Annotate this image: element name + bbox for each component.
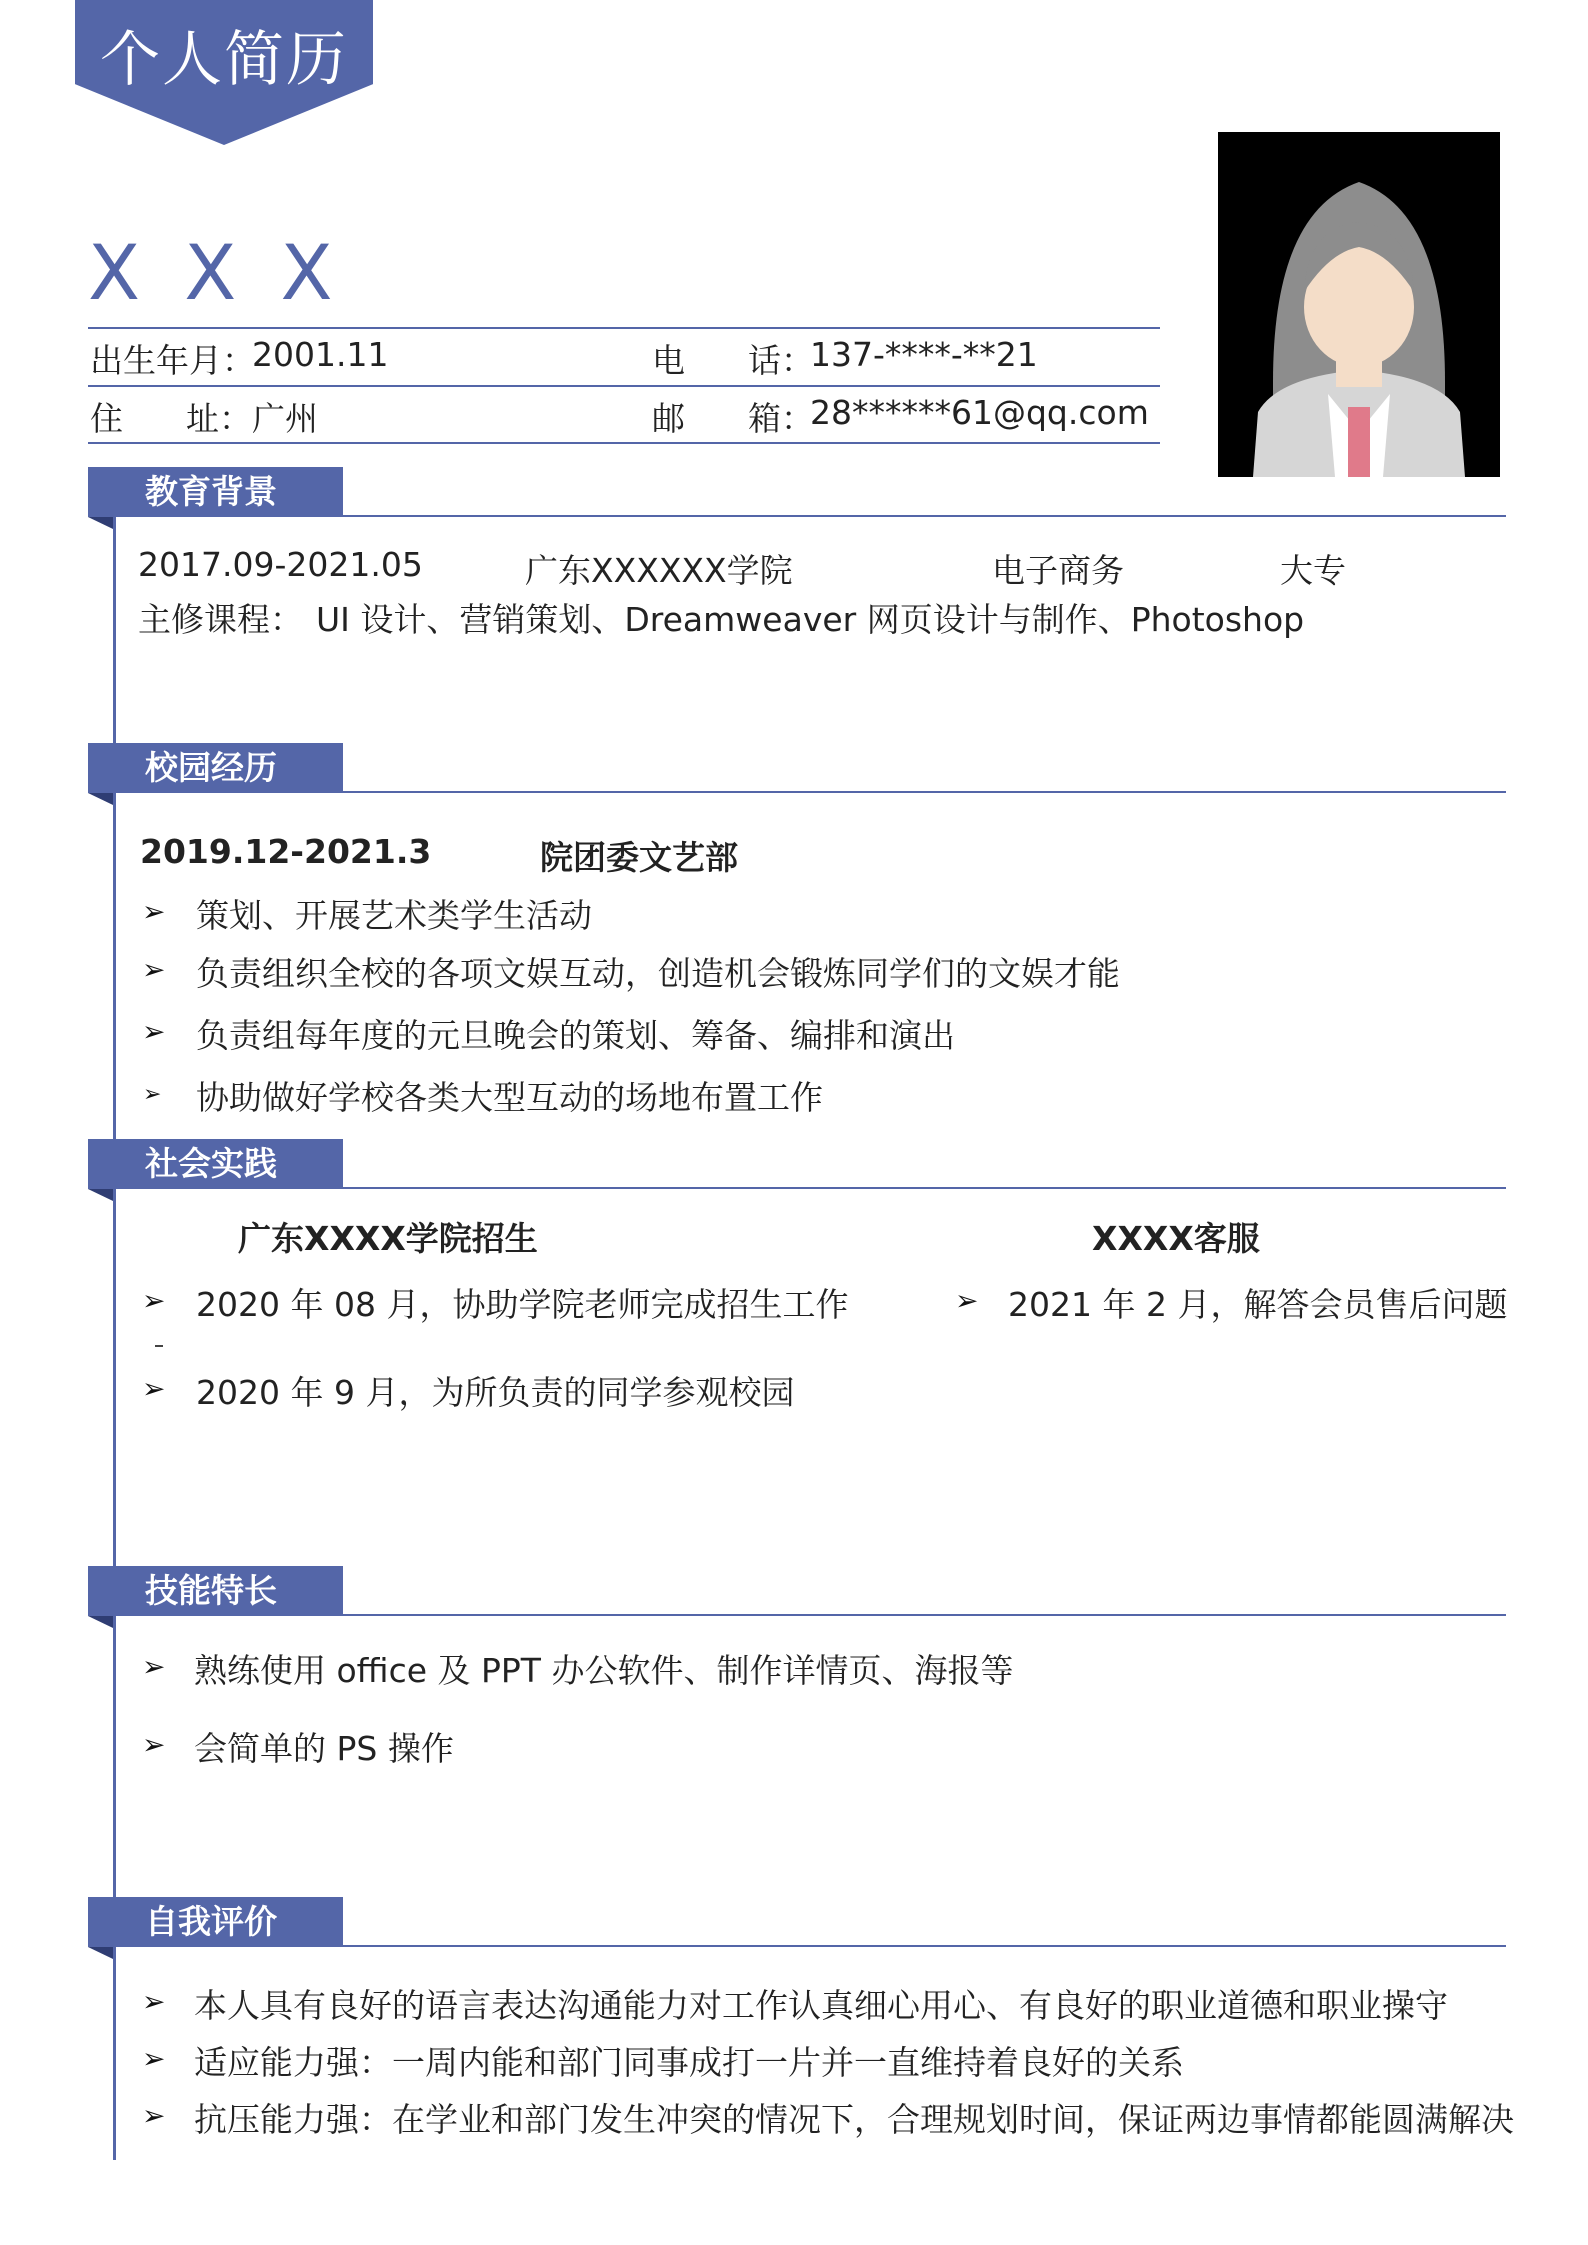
self-eval-item: 本人具有良好的语言表达沟通能力对工作认真细心用心、有良好的职业道德和职业操守 <box>194 1986 1448 2025</box>
bullet-icon: ➢ <box>142 2042 166 2075</box>
bullet-icon: ➢ <box>142 1015 166 1048</box>
section-line-practice <box>88 1187 1506 1189</box>
section-title-education: 教育背景 <box>88 467 343 517</box>
bullet-icon: ➢ <box>142 953 166 986</box>
bullet-icon: ➢ <box>142 1372 166 1405</box>
info-divider-top <box>88 327 1160 329</box>
campus-period: 2019.12-2021.3 <box>140 832 432 871</box>
section-title-campus: 校园经历 <box>88 743 343 793</box>
courses-label: 主修课程： <box>138 600 303 639</box>
section-notch-campus <box>88 793 113 805</box>
section-line-self-eval <box>88 1945 1506 1947</box>
skill-item: 熟练使用 office 及 PPT 办公软件、制作详情页、海报等 <box>194 1651 1014 1690</box>
section-line-skills <box>88 1614 1506 1616</box>
address-label: 住 址： <box>90 399 252 438</box>
address-value: 广州 <box>252 399 318 438</box>
skill-item: 会简单的 PS 操作 <box>194 1729 454 1768</box>
stray-dash <box>155 1345 163 1347</box>
campus-item: 负责组每年度的元旦晚会的策划、筹备、编排和演出 <box>196 1016 955 1055</box>
practice-right-heading: XXXX客服 <box>1092 1219 1260 1258</box>
section-notch-self-eval <box>88 1947 113 1959</box>
profile-photo <box>1218 132 1500 477</box>
section-notch-education <box>88 517 113 529</box>
person-name: X X X <box>88 228 343 317</box>
section-notch-practice <box>88 1189 113 1201</box>
section-title-skills: 技能特长 <box>88 1566 343 1616</box>
campus-item: 负责组织全校的各项文娱互动，创造机会锻炼同学们的文娱才能 <box>196 954 1120 993</box>
education-school: 广东XXXXXX学院 <box>525 551 793 590</box>
self-eval-item: 抗压能力强：在学业和部门发生冲突的情况下，合理规划时间，保证两边事情都能圆满解决 <box>194 2100 1514 2139</box>
info-divider-bottom <box>88 442 1160 444</box>
birth-label: 出生年月： <box>90 341 255 380</box>
bullet-icon: ➢ <box>142 1728 166 1761</box>
bullet-icon: ➢ <box>955 1284 979 1317</box>
phone-label: 电 话： <box>652 341 814 380</box>
section-notch-skills <box>88 1616 113 1628</box>
bullet-icon: ➢ <box>142 895 166 928</box>
campus-item: 协助做好学校各类大型互动的场地布置工作 <box>196 1078 823 1117</box>
section-line-campus <box>88 791 1506 793</box>
practice-right-item: 2021 年 2 月，解答会员售后问题 <box>1008 1285 1508 1324</box>
info-divider-middle <box>88 385 1160 387</box>
email-label: 邮 箱： <box>652 399 814 438</box>
self-eval-item: 适应能力强：一周内能和部门同事成打一片并一直维持着良好的关系 <box>194 2043 1184 2082</box>
phone-value: 137-****-**21 <box>810 335 1038 374</box>
section-title-practice: 社会实践 <box>88 1139 343 1189</box>
bullet-icon: ➢ <box>143 1082 162 1107</box>
section-line-education <box>88 515 1506 517</box>
practice-left-heading: 广东XXXX学院招生 <box>238 1219 538 1258</box>
education-degree: 大专 <box>1280 551 1346 590</box>
birth-value: 2001.11 <box>252 335 389 374</box>
bullet-icon: ➢ <box>142 2099 166 2132</box>
bullet-icon: ➢ <box>142 1650 166 1683</box>
education-period: 2017.09-2021.05 <box>138 545 423 584</box>
section-title-self-eval: 自我评价 <box>88 1897 343 1947</box>
campus-org: 院团委文艺部 <box>540 838 738 877</box>
practice-left-item: 2020 年 08 月，协助学院老师完成招生工作 <box>196 1285 849 1324</box>
courses-list: UI 设计、营销策划、Dreamweaver 网页设计与制作、Photoshop <box>316 600 1305 639</box>
email-value: 28******61@qq.com <box>810 393 1149 432</box>
avatar-icon <box>1218 132 1500 477</box>
education-major: 电子商务 <box>992 551 1124 590</box>
bullet-icon: ➢ <box>142 1284 166 1317</box>
campus-item: 策划、开展艺术类学生活动 <box>196 896 592 935</box>
resume-title: 个人简历 <box>100 25 348 95</box>
bullet-icon: ➢ <box>142 1985 166 2018</box>
practice-left-item: 2020 年 9 月，为所负责的同学参观校园 <box>196 1373 795 1412</box>
